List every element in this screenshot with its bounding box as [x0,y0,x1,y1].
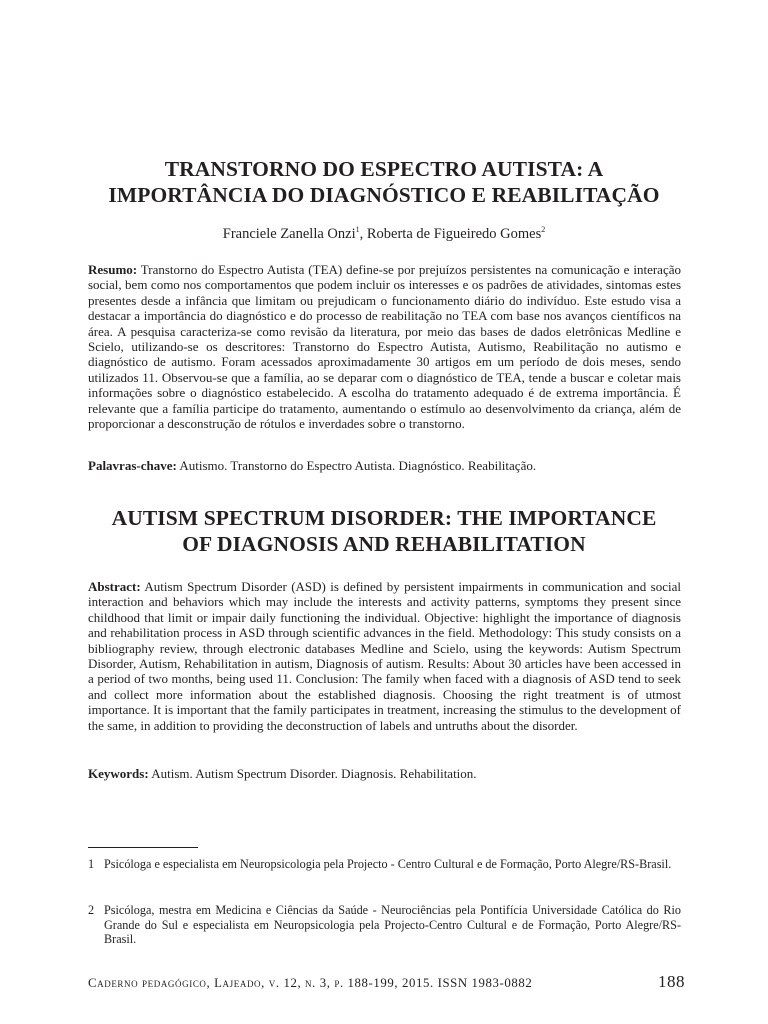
portuguese-title-line-2: IMPORTÂNCIA DO DIAGNÓSTICO E REABILITAÇÃO [108,183,660,207]
footnote-2-text: Psicóloga, mestra em Medicina e Ciências da Saúde - Neurociências pela Pontifícia Universidade Católica do Rio Grande do Sul e especialista em Neuropsicologia pela Projecto-Centro Cultural e de Formação, Porto Alegre/RS-Brasil. [104,903,681,947]
palavras-chave-text: Autismo. Transtorno do Espectro Autista. Diagnóstico. Reabilitação. [176,458,537,473]
footnote-1-text: Psicóloga e especialista em Neuropsicologia pela Projecto - Centro Cultural e de Formação, Porto Alegre/RS-Brasil. [104,857,672,871]
author-name-2: Roberta de Figueiredo Gomes [366,226,542,242]
keywords-label: Keywords: [88,766,149,781]
abstract-text: Autism Spectrum Disorder (ASD) is defined by persistent impairments in communication and social interaction and behaviors which may include the interests and activity patterns, symptoms they present since childhood that limit or impair daily functioning the individual. Objective: highlight the importance of diagnosis and rehabilitation process in ASD through scientific advances in the field. Methodology: This study consists on a bibliography review, through electronic databases Medline and Scielo, using the keywords: Autism Spectrum Disorder, Autism, Rehabilitation in autism, Diagnosis of autism. Results: About 30 articles have been accessed in a period of two months, being used 11. Conclusion: The family when faced with a diagnosis of ASD tend to seek and collect more information about the established diagnosis. Choosing the right treatment is of utmost importance. It is important that the family participates in treatment, increasing the stimulus to the development of the same, in addition to providing the deconstruction of labels and untruths about the disorder. [88,579,681,733]
footnote-2-number: 2 [88,903,95,917]
resumo-text: Transtorno do Espectro Autista (TEA) define-se por prejuízos persistentes na comunicação e interação social, bem como nos comportamentos que podem incluir os interesses e os padrões de atividades, sintomas estes presentes desde a infância que limitam ou prejudicam o funcionamento diário do indivíduo. Este estudo visa a destacar a importância do diagnóstico e do processo de reabilitação no TEA com base nos avanços científicos na área. A pesquisa caracteriza-se como revisão da literatura, por meio das bases de dados eletrônicas Medline e Scielo, utilizando-se os descritores: Transtorno do Espectro Autista, Autismo, Reabilitação no autismo e diagnóstico de autismo. Foram acessados aproximadamente 30 artigos em um período de dois meses, sendo utilizados 11. Observou-se que a família, ao se deparar com o diagnóstico de TEA, tende a buscar e coletar mais informações sobre o diagnóstico estabelecido. A escolha do tratamento adequado é de extrema importância. É relevante que a família participe do tratamento, aumentando o estímulo ao desenvolvimento da criança, além de proporcionar a desconstrução de rótulos e inverdades sobre o transtorno. [88,262,681,432]
footnote-1-number: 1 [88,857,95,871]
page-number: 188 [658,972,685,991]
english-title-line-1: AUTISM SPECTRUM DISORDER: THE IMPORTANCE [111,506,657,530]
abstract-paragraph [88,579,681,733]
footnote-2 [88,903,681,947]
palavras-chave-label: Palavras-chave: [88,458,177,473]
footnote-1 [88,857,681,872]
portuguese-title-line-1: TRANSTORNO DO ESPECTRO AUTISTA: A [164,157,604,181]
keywords-paragraph [88,766,681,781]
english-title-line-2: OF DIAGNOSIS AND REHABILITATION [182,532,586,556]
journal-citation-footer: Caderno pedagógico, Lajeado, v. 12, n. 3, p. 188-199, 2015. ISSN 1983-0882 [88,976,533,990]
authors-line [60,220,708,244]
portuguese-title [60,156,708,208]
author-1-footnote-ref: 1 [355,225,360,234]
author-2-footnote-ref: 2 [541,225,546,234]
abstract-label: Abstract: [88,579,141,594]
resumo-paragraph [88,262,681,431]
author-name-1: Franciele Zanella Onzi [222,226,356,242]
palavras-chave-paragraph [88,458,681,473]
english-title [60,505,708,557]
footnote-divider [88,847,198,848]
resumo-label: Resumo: [88,262,138,277]
author-separator: , [359,226,367,242]
keywords-text: Autism. Autism Spectrum Disorder. Diagnosis. Rehabilitation. [148,766,477,781]
